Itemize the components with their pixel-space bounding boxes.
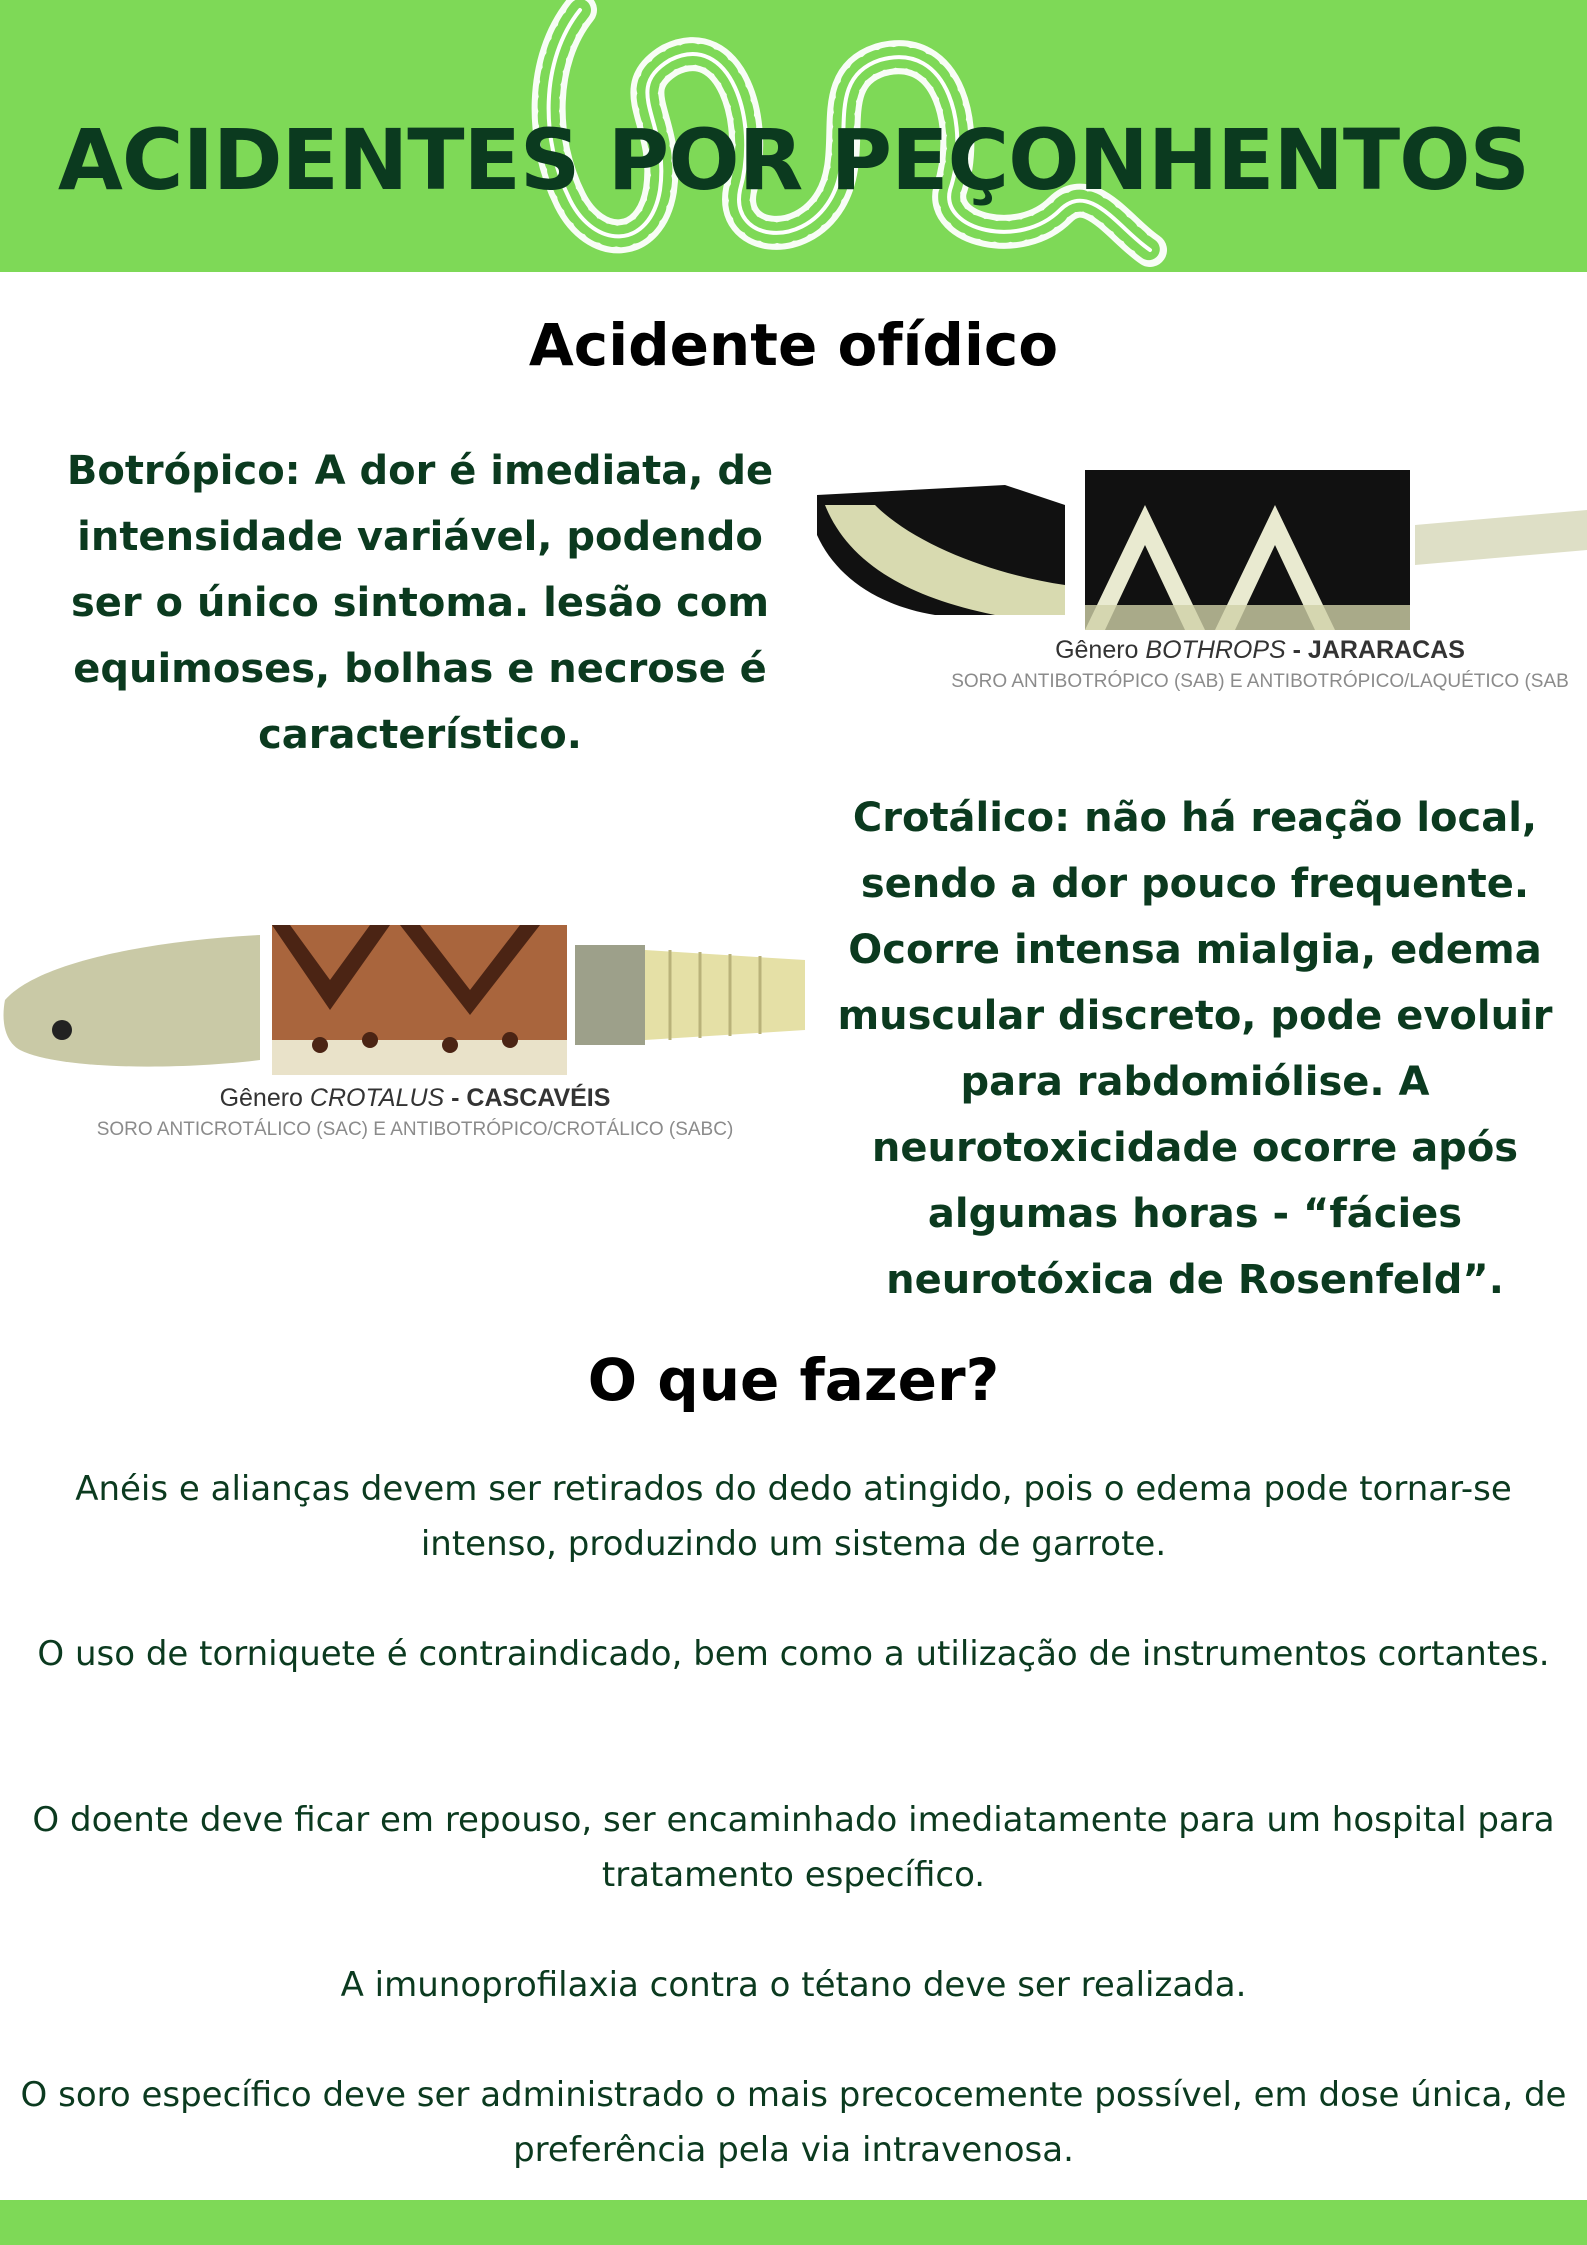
bothrops-genus-label: Gênero BOTHROPS - JARARACAS xyxy=(1055,636,1465,664)
bothrops-caption xyxy=(870,636,1587,693)
bothrops-serum-label: SORO ANTIBOTRÓPICO (SAB) E ANTIBOTRÓPICO/LAQUÉTICO (SAB xyxy=(951,671,1569,692)
instruction-item: O uso de torniquete é contraindicado, bem como a utilização de instrumentos cortantes. xyxy=(37,1634,1550,1674)
crotalus-caption xyxy=(20,1084,810,1141)
instruction-item: O soro específico deve ser administrado o mais precocemente possível, em dose única, de preferência pela via intravenosa. xyxy=(20,2075,1567,2170)
footer-bar xyxy=(0,2200,1587,2245)
header-banner xyxy=(0,0,1587,272)
crotalus-serum-label: SORO ANTICROTÁLICO (SAC) E ANTIBOTRÓPICO/CROTÁLICO (SABC) xyxy=(96,1119,734,1140)
instruction-item: A imunoprofilaxia contra o tétano deve ser realizada. xyxy=(340,1965,1247,2005)
section-title-what-to-do: O que fazer? xyxy=(587,1346,1000,1414)
instruction-item: Anéis e alianças devem ser retirados do dedo atingido, pois o edema pode tornar-se intenso, produzindo um sistema de garrote. xyxy=(75,1469,1512,1564)
instruction-item: O doente deve ficar em repouso, ser encaminhado imediatamente para um hospital para tratamento específico. xyxy=(32,1800,1555,1895)
bothropic-description: Botrópico: A dor é imediata, de intensidade variável, podendo ser o único sintoma. lesão com equimoses, bolhas e necrose é característico. xyxy=(66,448,774,758)
page-title: ACIDENTES POR PEÇONHENTOS xyxy=(57,111,1530,209)
crotalic-description: Crotálico: não há reação local, sendo a dor pouco frequente. Ocorre intensa mialgia, edema muscular discreto, pode evoluir para rabdomiólise. A neurotoxicidade ocorre após algumas horas - “fácies neurotóxica de Rosenfeld”. xyxy=(837,795,1553,1303)
section-title-ophidic: Acidente ofídico xyxy=(528,311,1059,379)
crotalus-genus-label: Gênero CROTALUS - CASCAVÉIS xyxy=(219,1084,611,1112)
